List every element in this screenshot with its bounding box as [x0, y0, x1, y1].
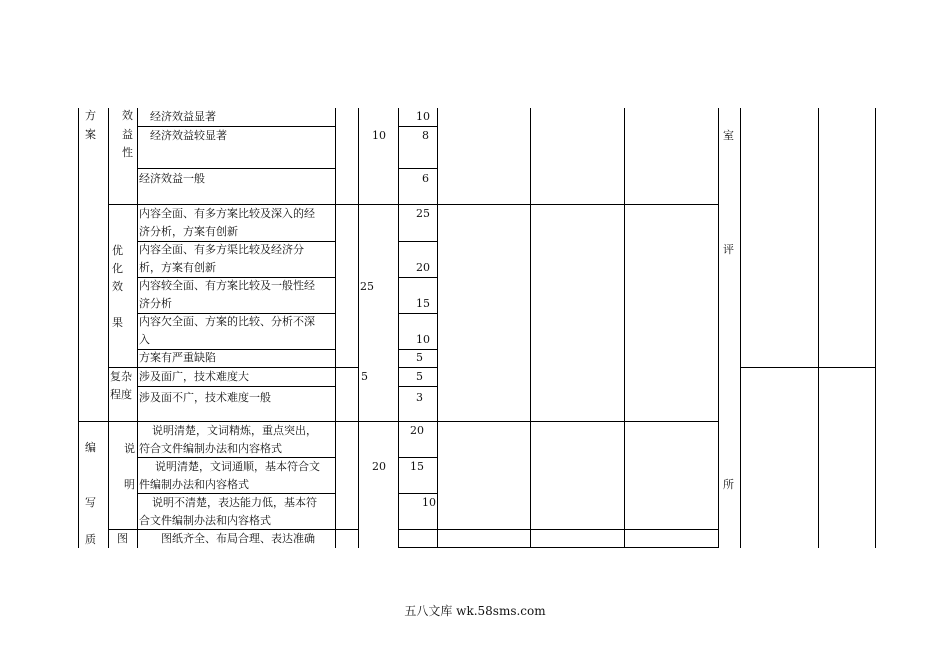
- subcategory-optimize-char: 化: [112, 262, 123, 275]
- criterion-score: 8: [422, 129, 429, 142]
- max-score-explain: 20: [372, 460, 386, 473]
- criterion-score: 10: [416, 110, 430, 123]
- criterion-text: 说明清楚，文词精炼，重点突出，: [152, 424, 317, 437]
- criterion-score: 15: [416, 297, 430, 310]
- grid-line: [398, 529, 718, 530]
- footer-watermark: 五八文库 wk.58sms.com: [404, 604, 546, 618]
- grid-line: [530, 108, 531, 548]
- criterion-score: 3: [416, 391, 423, 404]
- criterion-score: 15: [410, 460, 424, 473]
- criterion-score: 20: [416, 261, 430, 274]
- criterion-text: 说明不清楚，表达能力低，基本符: [152, 496, 317, 509]
- grid-line: [398, 277, 437, 278]
- criterion-text: 入: [139, 333, 150, 346]
- grid-line: [137, 108, 138, 548]
- grid-line: [78, 108, 79, 548]
- criterion-score: 10: [422, 496, 436, 509]
- criterion-score: 25: [416, 207, 430, 220]
- grid-line: [137, 386, 335, 387]
- subcategory-explain-char: 明: [124, 478, 135, 491]
- grid-line: [137, 168, 335, 169]
- criterion-text: 济分析，方案有创新: [139, 225, 238, 238]
- criterion-text: 内容较全面、有方案比较及一般性经: [139, 279, 315, 292]
- grid-line: [624, 108, 625, 548]
- criterion-text: 涉及面不广，技术难度一般: [139, 391, 271, 404]
- side-label-ping: 评: [723, 243, 734, 256]
- grid-line: [818, 108, 819, 548]
- side-label-suo: 所: [723, 478, 734, 491]
- grid-line: [398, 241, 437, 242]
- grid-line: [398, 168, 437, 169]
- grid-line: [398, 547, 718, 548]
- criterion-text: 经济效益较显著: [150, 129, 227, 142]
- category-writing-char: 写: [85, 496, 96, 509]
- criterion-text: 方案有严重缺陷: [139, 351, 216, 364]
- grid-line: [437, 108, 438, 548]
- criterion-text: 济分析: [139, 297, 172, 310]
- criterion-text: 内容全面、有多方渠比较及经济分: [139, 243, 304, 256]
- subcategory-drawing-label: 图: [117, 532, 128, 545]
- max-score-optimize: 25: [360, 280, 374, 293]
- criterion-text: 经济效益显著: [150, 110, 216, 123]
- subcategory-optimize-char: 果: [112, 316, 123, 329]
- grid-line: [740, 367, 875, 368]
- grid-line: [875, 108, 876, 548]
- criterion-text: 内容全面、有多方案比较及深入的经: [139, 207, 315, 220]
- category-plan-char: 方: [85, 109, 96, 122]
- criterion-score: 6: [422, 172, 429, 185]
- subcategory-complexity-label: 复杂: [110, 370, 132, 383]
- criterion-text: 涉及面广，技术难度大: [139, 370, 249, 383]
- subcategory-benefit-char: 性: [122, 146, 133, 159]
- criterion-score: 5: [416, 370, 423, 383]
- subcategory-optimize-char: 优: [112, 244, 123, 257]
- criterion-score: 10: [416, 333, 430, 346]
- criterion-score: 20: [410, 424, 424, 437]
- criterion-text: 内容欠全面、方案的比较、分析不深: [139, 315, 315, 328]
- side-label-shi: 室: [723, 129, 734, 142]
- subcategory-benefit-char: 益: [122, 128, 133, 141]
- criterion-score: 5: [416, 351, 423, 364]
- grid-line: [358, 108, 359, 548]
- category-writing-char: 质: [85, 533, 96, 546]
- max-score-benefit: 10: [372, 129, 386, 142]
- grid-line: [398, 126, 437, 127]
- criterion-text: 经济效益一般: [139, 172, 205, 185]
- criterion-text: 说明清楚，文词通顺，基本符合文: [155, 460, 320, 473]
- grid-line: [398, 386, 437, 387]
- max-score-complexity: 5: [361, 370, 368, 383]
- criterion-text: 图纸齐全、布局合理、表达准确: [161, 532, 315, 545]
- subcategory-benefit-char: 效: [122, 109, 133, 122]
- criterion-text: 件编制办法和内容格式: [139, 478, 249, 491]
- subcategory-complexity-label: 程度: [110, 388, 132, 401]
- category-plan-char: 案: [85, 128, 96, 141]
- grid-line: [740, 108, 741, 548]
- grid-line: [398, 313, 437, 314]
- grid-line: [108, 108, 109, 548]
- grid-line: [335, 108, 336, 548]
- criterion-text: 符合文件编制办法和内容格式: [139, 442, 282, 455]
- subcategory-optimize-char: 效: [112, 280, 123, 293]
- criterion-text: 析，方案有创新: [139, 261, 216, 274]
- category-writing-char: 编: [85, 441, 96, 454]
- subcategory-explain-char: 说: [124, 442, 135, 455]
- grid-line: [718, 108, 719, 548]
- criterion-text: 合文件编制办法和内容格式: [139, 514, 271, 527]
- grid-line: [398, 108, 399, 548]
